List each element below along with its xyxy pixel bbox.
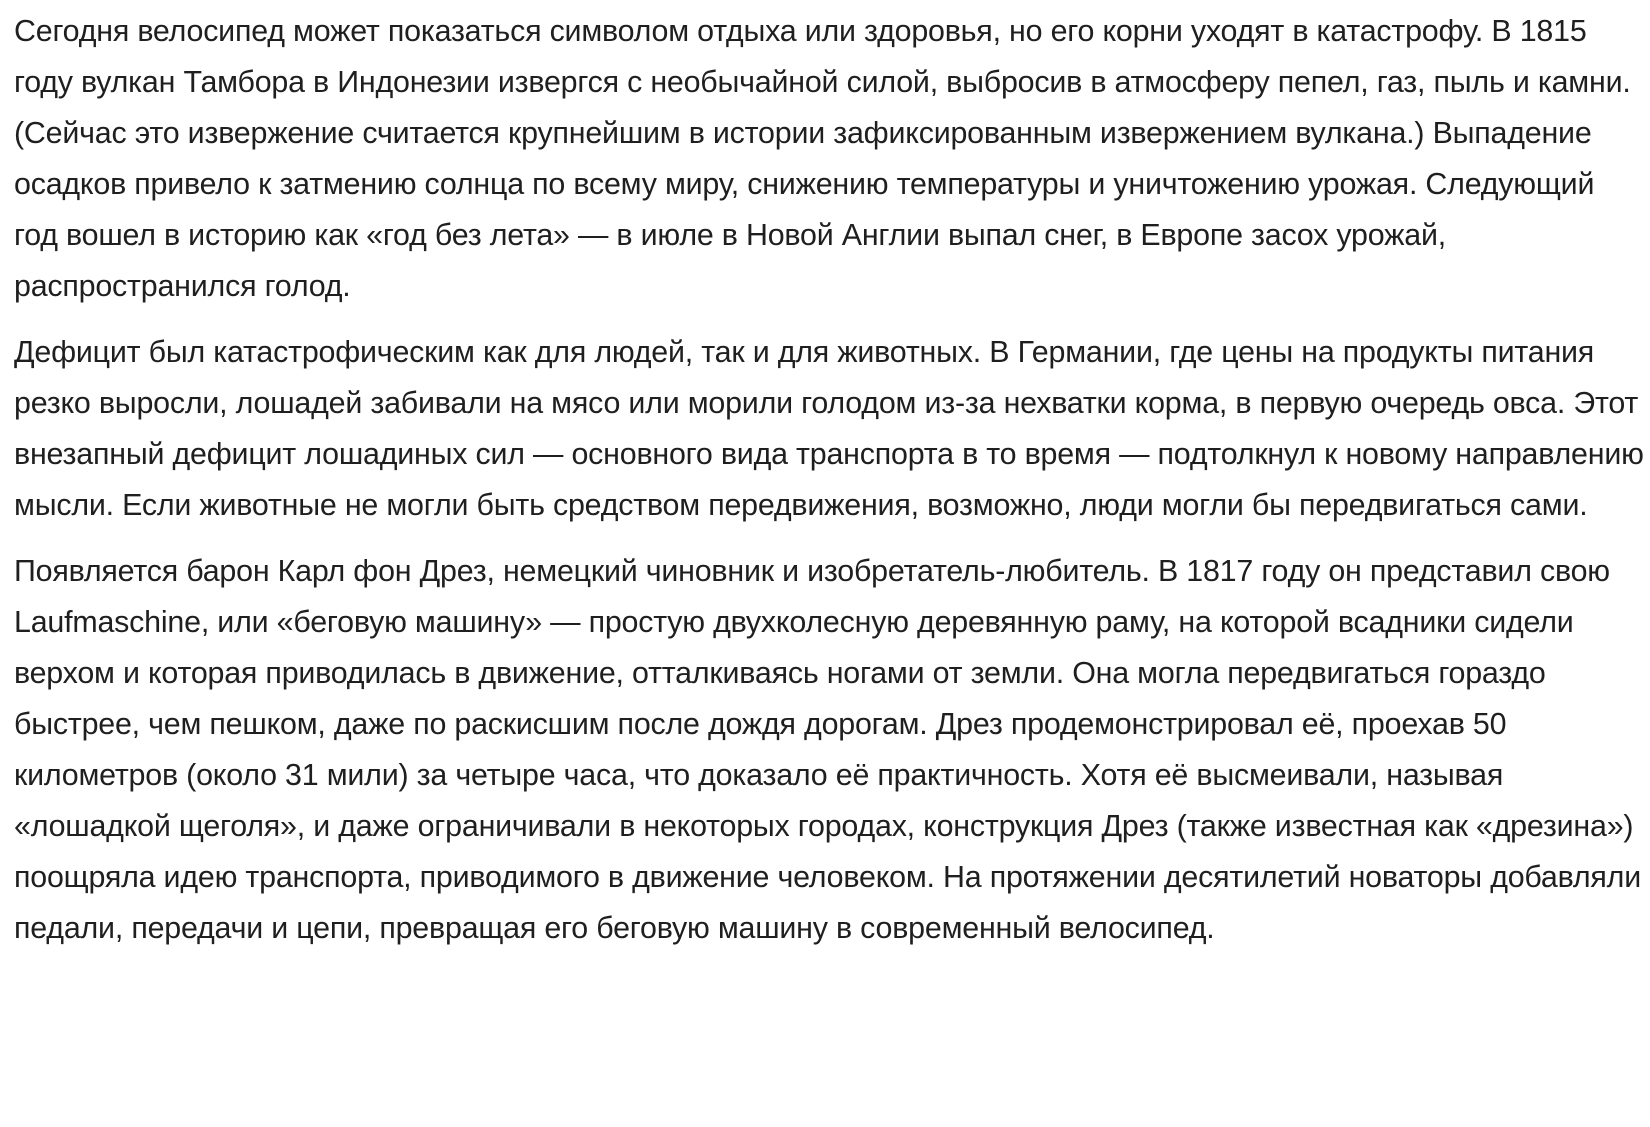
paragraph-horse-shortage: Дефицит был катастрофическим как для людей, так и для животных. В Германии, где цены на продукты питания резко выросли, лошадей забивали на мясо или морили голодом из-за нехватки корма, в первую очередь овса. Этот внезапный дефицит лошадиных сил — основного вида транспорта в то время — подтолкнул к новому направлению мысли. Если животные не могли быть средством передвижения, возможно, люди могли бы передвигаться сами. xyxy=(14,335,1644,522)
article-body xyxy=(14,6,1644,969)
paragraph-tambora-eruption: Сегодня велосипед может показаться символом отдыха или здоровья, но его корни уходят в катастрофу. В 1815 году вулкан Тамбора в Индонезии извергся с необычайной силой, выбросив в атмосферу пепел, газ, пыль и камни. (Сейчас это извержение считается крупнейшим в истории зафиксированным извержением вулкана.) Выпадение осадков привело к затмению солнца по всему миру, снижению температуры и уничтожению урожая. Следующий год вошел в историю как «год без лета» — в июле в Новой Англии выпал снег, в Европе засох урожай, распространился голод. xyxy=(14,14,1631,303)
paragraph-drais-laufmaschine: Появляется барон Карл фон Дрез, немецкий чиновник и изобретатель-любитель. В 1817 году он представил свою Laufmaschine, или «беговую машину» — простую двухколесную деревянную раму, на которой всадники сидели верхом и которая приводилась в движение, отталкиваясь ногами от земли. Она могла передвигаться гораздо быстрее, чем пешком, даже по раскисшим после дождя дорогам. Дрез продемонстрировал её, проехав 50 километров (около 31 мили) за четыре часа, что доказало её практичность. Хотя её высмеивали, называя «лошадкой щеголя», и даже ограничивали в некоторых городах, конструкция Дрез (также известная как «дрезина») поощряла идею транспорта, приводимого в движение человеком. На протяжении десятилетий новаторы добавляли педали, передачи и цепи, превращая его беговую машину в современный велосипед. xyxy=(14,554,1641,945)
